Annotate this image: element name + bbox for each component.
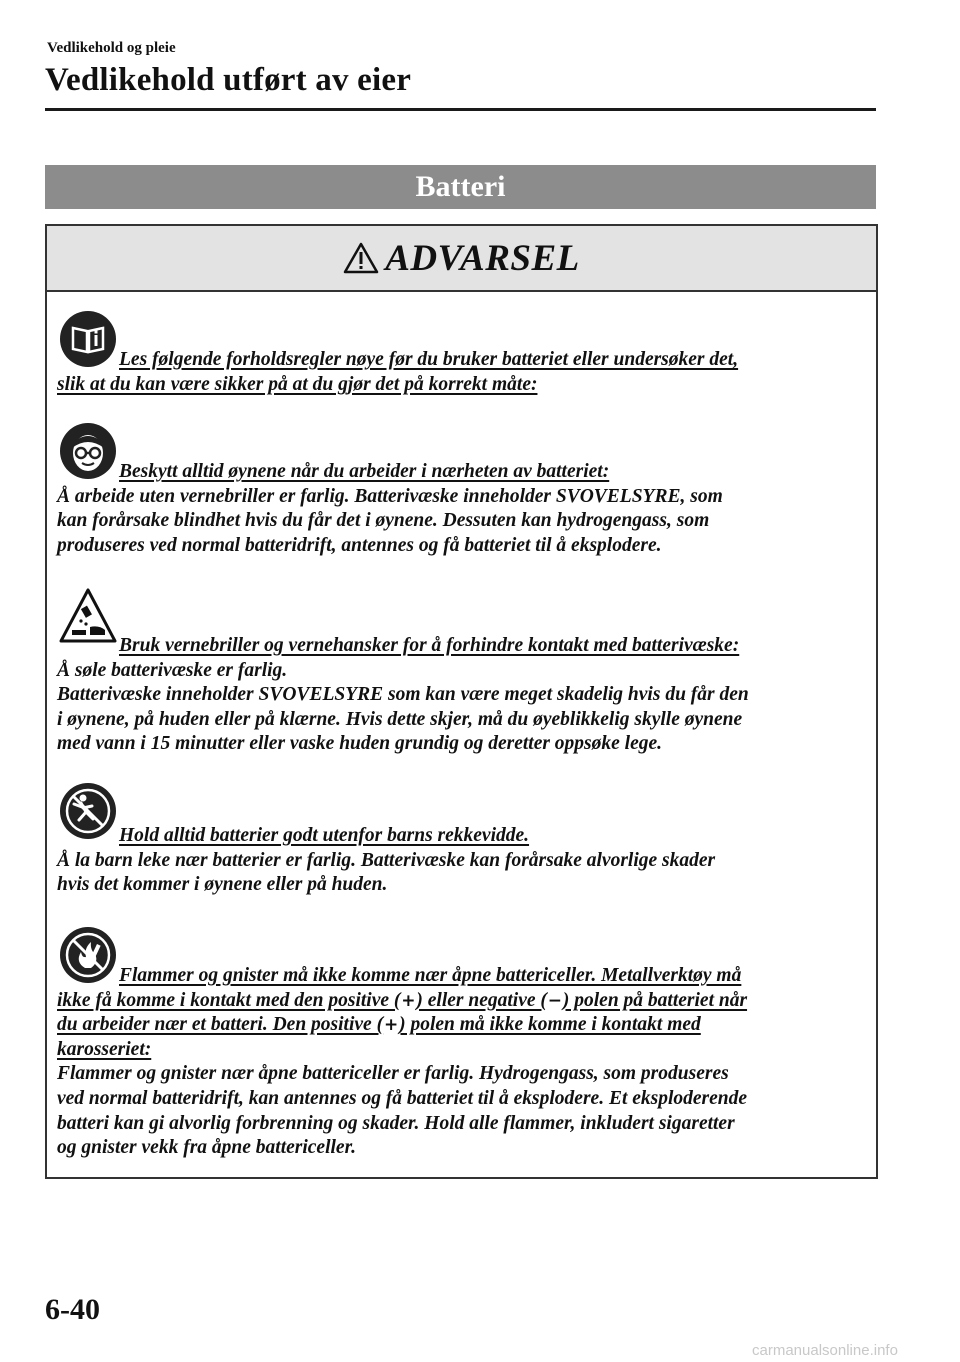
item-heading: Beskytt alltid øynene når du arbeider i nærheten av batteriet: — [119, 461, 610, 482]
item-body-line: med vann i 15 minutter eller vaske huden grundig og deretter oppsøke lege. — [57, 733, 663, 755]
plus-symbol: + — [383, 1015, 399, 1036]
warning-item-3 — [57, 634, 867, 757]
item-body-line: batteri kan gi alvorlig forbrenning og skader. Hold alle flammer, inkludert sigaretter — [57, 1112, 735, 1134]
item-body-line: ved normal batteridrift, kan antennes og få batteriet til å eksplodere. Et eksploderende — [57, 1087, 748, 1109]
item-body-line: kan forårsake blindhet hvis du får det i øynene. Dessuten kan hydrogengass, som — [57, 510, 710, 532]
warning-item-4 — [57, 824, 867, 898]
item-body-line: i øynene, på huden eller på klærne. Hvis dette skjer, må du øyeblikkelig skylle øynene — [57, 708, 743, 730]
item-body-line: produseres ved normal batteridrift, antennes og få batteriet til å eksplodere. — [57, 534, 662, 556]
item-heading: Flammer og gnister må ikke komme nær åpne battericeller. Metallverktøy må — [119, 965, 742, 986]
item-heading-cont: ) eller negative ( — [416, 989, 547, 1011]
item-heading-cont: slik at du kan være sikker på at du gjør det på korrekt måte: — [57, 373, 538, 395]
item-body-line: Batterivæske inneholder SVOVELSYRE som kan være meget skadelig hvis du får den — [57, 684, 749, 706]
item-heading-cont: ikke få komme i kontakt med den positive ( — [57, 989, 401, 1011]
item-body-line: Å la barn leke nær batterier er farlig. Batterivæske kan forårsake alvorlige skader — [57, 849, 716, 871]
warning-triangle-icon — [343, 241, 379, 275]
warning-box — [45, 224, 878, 1179]
item-heading-cont: du arbeider nær et batteri. Den positive ( — [57, 1014, 384, 1036]
item-heading: Hold alltid batterier godt utenfor barns rekkevidde. — [119, 825, 530, 846]
item-heading: Les følgende forholdsregler nøye før du bruker batteriet eller undersøker det, — [119, 349, 739, 370]
item-body-line: Flammer og gnister nær åpne battericeller er farlig. Hydrogengass, som produseres — [57, 1063, 729, 1085]
item-body-line: Å arbeide uten vernebriller er farlig. Batterivæske inneholder SVOVELSYRE, som — [57, 485, 723, 507]
warning-item-2 — [57, 460, 867, 558]
warning-title: ADVARSEL — [385, 237, 580, 279]
item-heading-cont: ) polen må ikke komme i kontakt med — [399, 1014, 701, 1036]
item-body-line: og gnister vekk fra åpne battericeller. — [57, 1137, 356, 1159]
item-heading-cont: ) polen på batteriet når — [562, 989, 748, 1011]
item-heading: Bruk vernebriller og vernehansker for å forhindre kontakt med batterivæske: — [119, 635, 740, 656]
page-title: Vedlikehold utført av eier — [45, 62, 412, 98]
battery-section-band: Batteri — [45, 165, 876, 209]
warning-item-1 — [57, 348, 867, 397]
item-heading-cont: karosseriet: — [57, 1038, 152, 1060]
watermark: carmanualsonline.info — [752, 1342, 898, 1359]
warning-header — [47, 226, 876, 292]
title-rule — [45, 108, 876, 111]
item-body-line: hvis det kommer i øynene eller på huden. — [57, 874, 388, 896]
item-body-line: Å søle batterivæske er farlig. — [57, 659, 288, 681]
page-number: 6-40 — [45, 1293, 100, 1326]
section-label: Vedlikehold og pleie — [47, 40, 176, 56]
plus-symbol: + — [401, 990, 416, 1011]
warning-item-5 — [57, 964, 867, 1161]
minus-symbol: − — [547, 990, 562, 1011]
